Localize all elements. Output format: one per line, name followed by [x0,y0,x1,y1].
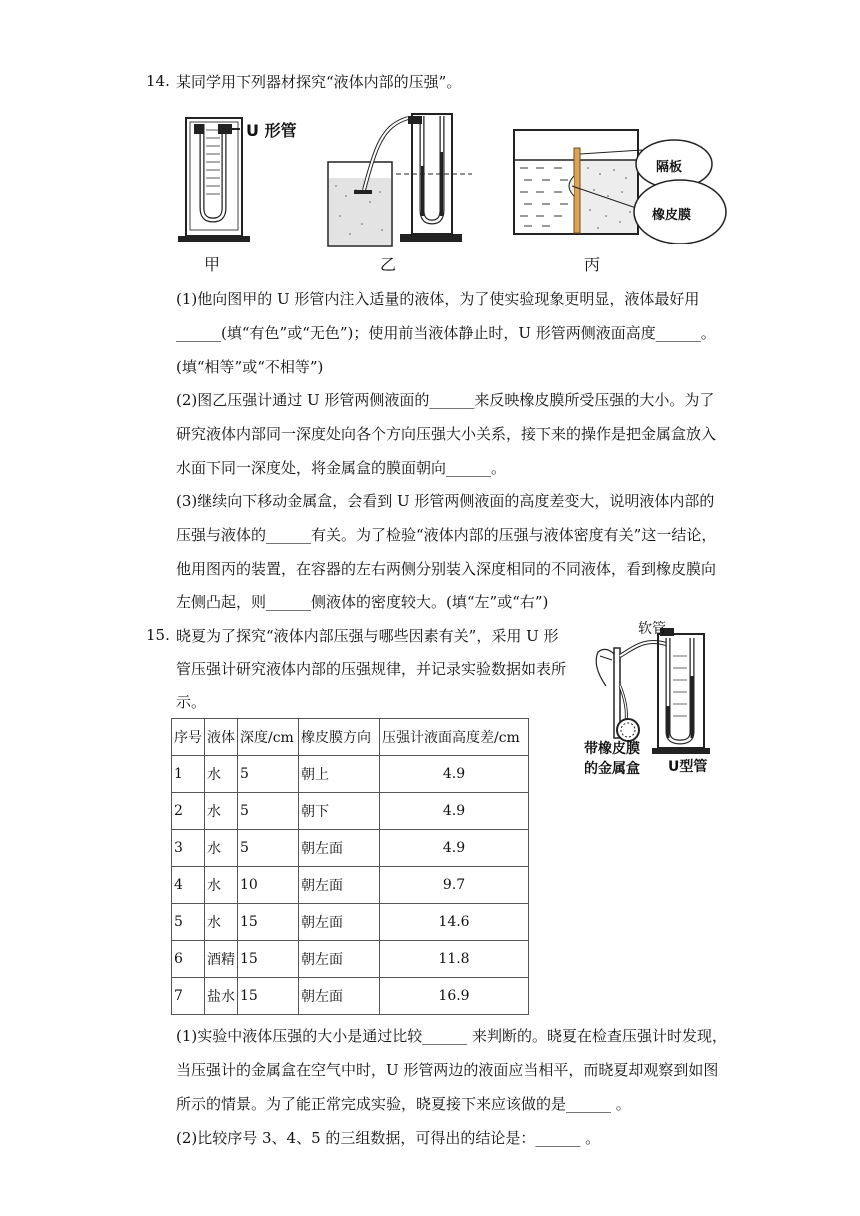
q14-part2-line1: (2)图乙压强计通过 U 形管两侧液面的______来反映橡皮膜所受压强的大小。为了 [176,391,715,409]
q15-stem-line1: 晓夏为了探究“液体内部压强与哪些因素有关”，采用 U 形 [176,627,559,645]
q14-part3-line2: 压强与液体的______有关。为了检验“液体内部的压强与液体密度有关”这一结论， [176,526,717,544]
table-row [172,830,529,867]
cell-height-difference: 4.9 [380,830,529,867]
header-liquid: 液体 [205,719,238,756]
figure-jia-label: 甲 [204,255,221,274]
header-depth: 深度/cm [238,719,299,756]
table-row [172,867,529,904]
cell-direction: 朝上 [299,756,380,793]
q15-part2-line1: (2)比较序号 3、4、5 的三组数据，可得出的结论是：______ 。 [176,1129,601,1147]
u-tube-label: U 形管 [246,121,297,140]
table-row [172,978,529,1015]
figure-yi-pressure-gauge [326,106,476,248]
q14-part2-line3: 水面下同一深度处，将金属盒的膜面朝向______。 [176,459,507,477]
cell-depth: 5 [238,830,299,867]
cell-depth: 10 [238,867,299,904]
cell-height-difference: 11.8 [380,941,529,978]
cell-liquid: 水 [205,867,238,904]
header-index: 序号 [172,719,205,756]
q15-stem-line3: 示。 [176,693,207,711]
q14-part3-line4: 左侧凸起，则______侧液体的密度较大。(填“左”或“右”) [176,593,549,611]
q14-part2-line2: 研究液体内部同一深度处向各个方向压强大小关系，接下来的操作是把金属盒放入 [176,425,717,443]
table-row [172,904,529,941]
cell-depth: 15 [238,978,299,1015]
cell-liquid: 水 [205,793,238,830]
table-row [172,793,529,830]
figure-bing-label: 丙 [584,255,601,274]
q15-number: 15. [146,626,170,644]
cell-direction: 朝左面 [299,867,380,904]
cell-liquid: 盐水 [205,978,238,1015]
cell-height-difference: 9.7 [380,867,529,904]
cell-direction: 朝左面 [299,904,380,941]
figure-bing-partition-container [510,124,730,244]
cell-index: 2 [172,793,205,830]
cell-depth: 5 [238,793,299,830]
q14-part3-line1: (3)继续向下移动金属盒，会看到 U 形管两侧液面的高度差变大，说明液体内部的 [176,492,715,510]
q14-part3-line3: 他用图丙的装置，在容器的左右两侧分别装入深度相同的不同液体，看到橡皮膜向 [176,560,717,578]
table-header-row [172,719,529,756]
cell-index: 3 [172,830,205,867]
hose-label: 软管 [638,621,666,637]
q15-data-table [171,718,529,1015]
cell-height-difference: 16.9 [380,978,529,1015]
cell-direction: 朝左面 [299,941,380,978]
q15-stem-line2: 管压强计研究液体内部的压强规律，并记录实验数据如表所 [176,660,567,678]
q14-number: 14. [146,72,170,90]
table-row [172,756,529,793]
cell-height-difference: 14.6 [380,904,529,941]
q14-part1-line2: ______(填“有色”或“无色”)；使用前当液体静止时，U 形管两侧液面高度______。 [176,324,716,342]
cell-index: 4 [172,867,205,904]
cell-direction: 朝左面 [299,978,380,1015]
cell-liquid: 水 [205,904,238,941]
cell-direction: 朝下 [299,793,380,830]
cell-height-difference: 4.9 [380,793,529,830]
cell-index: 1 [172,756,205,793]
metal-box-label-line1: 带橡皮膜 [584,741,640,757]
q14-part1-line1: (1)他向图甲的 U 形管内注入适量的液体，为了使实验现象更明显，液体最好用 [176,290,700,308]
header-height-difference: 压强计液面高度差/cm [380,719,529,756]
table-row [172,941,529,978]
cell-liquid: 水 [205,756,238,793]
q14-part1-line3: (填“相等”或“不相等”) [176,358,324,376]
cell-index: 7 [172,978,205,1015]
header-membrane-direction: 橡皮膜方向 [299,719,380,756]
partition-label: 隔板 [656,160,683,175]
cell-index: 5 [172,904,205,941]
cell-depth: 15 [238,941,299,978]
metal-box-label-line2: 的金属盒 [584,761,640,777]
cell-height-difference: 4.9 [380,756,529,793]
cell-liquid: 水 [205,830,238,867]
u-tube-type-label: U型管 [668,759,708,775]
cell-depth: 15 [238,904,299,941]
cell-direction: 朝左面 [299,830,380,867]
membrane-label: 橡皮膜 [652,208,692,223]
cell-index: 6 [172,941,205,978]
cell-depth: 5 [238,756,299,793]
q15-part1-line3: 所示的情景。为了能正常完成实验，晓夏接下来应该做的是______ 。 [176,1095,631,1113]
figure-yi-label: 乙 [380,255,397,274]
q15-part1-line1: (1)实验中液体压强的大小是通过比较______ 来判断的。晓夏在检查压强计时发现， [176,1027,728,1045]
cell-liquid: 酒精 [205,941,238,978]
q15-part1-line2: 当压强计的金属盒在空气中时，U 形管两边的液面应当相平，而晓夏却观察到如图 [176,1061,719,1079]
q14-stem: 某同学用下列器材探究“液体内部的压强”。 [176,73,462,91]
